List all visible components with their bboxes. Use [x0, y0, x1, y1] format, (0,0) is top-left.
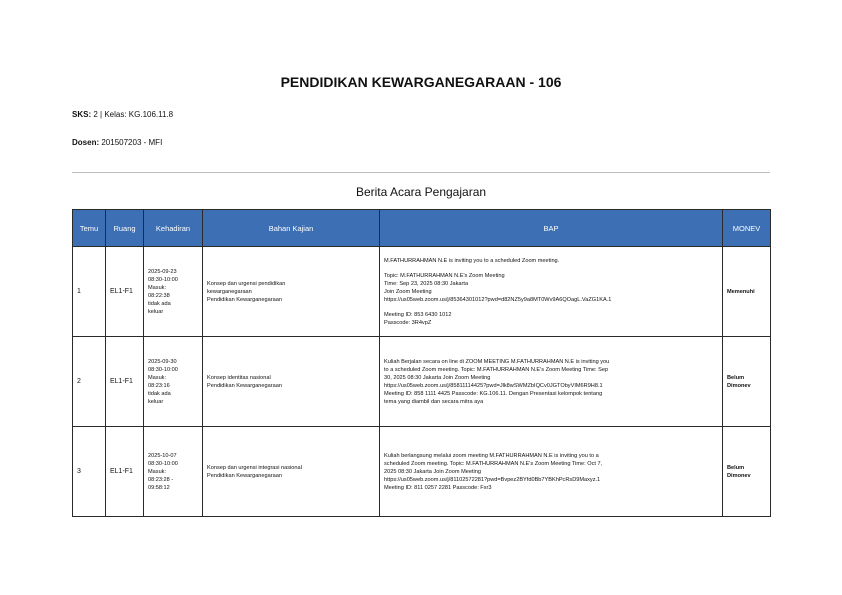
- table-row: [73, 337, 771, 427]
- bap-line: to a scheduled Zoom meeting. Topic: M.FATHURRAHMAN N.E's Zoom Meeting Time: Sep: [384, 366, 609, 373]
- bahan-kajian-line: Pendidikan Kewarganegaraan: [207, 382, 282, 389]
- dosen-line: [72, 138, 162, 147]
- ruang-cell: EL1-F1: [106, 427, 144, 517]
- bap-line: https://us05web.zoom.us/j/81102572281?pwd=Bvpez2BYfd0Bb7YBKhPcRsD9Maxyz.1: [384, 476, 601, 483]
- kehadiran-cell: [144, 337, 203, 427]
- sks-label: SKS:: [72, 110, 92, 119]
- bap-line: Passcode: 3R4vpZ: [384, 319, 432, 326]
- bap-line: Topic: M.FATHURRAHMAN N.E's Zoom Meeting: [384, 272, 505, 279]
- bap-line: Meeting ID: 853 6430 1012: [384, 311, 452, 318]
- col-header-bahan-kajian: Bahan Kajian: [203, 210, 380, 247]
- bahan-kajian-line: Pendidikan Kewarganegaraan: [207, 472, 282, 479]
- temu-cell: 1: [73, 247, 106, 337]
- monev-cell: [723, 427, 771, 517]
- bahan-kajian-line: Konsep dan urgensi pendidikan: [207, 280, 286, 287]
- kehadiran-line: 08:23:16: [148, 382, 170, 389]
- kehadiran-line: Masuk:: [148, 374, 167, 381]
- monev-cell: [723, 337, 771, 427]
- bap-cell: [380, 247, 723, 337]
- table-row: [73, 247, 771, 337]
- bap-line: https://us05web.zoom.us/j/85811114425?pwd=Jlk8wSWMZbIQCv0JGTObyVIM6R9H8.1: [384, 382, 603, 389]
- temu-cell: 3: [73, 427, 106, 517]
- kehadiran-line: 08:30-10:00: [148, 460, 178, 467]
- monev-line: Dimonev: [727, 382, 751, 389]
- monev-line: Memenuhi: [727, 288, 755, 295]
- kehadiran-line: 08:22:38: [148, 292, 170, 299]
- divider: [72, 172, 770, 173]
- bap-line: Meeting ID: 858 1111 4425 Passcode: KG.106.11. Dengan Presentasi kelompok tentang: [384, 390, 603, 397]
- bap-line: https://us05web.zoom.us/j/85364301012?pwd=d82NZ5y9a8MT0Wv9A6QOagL.VaZG1KA.1: [384, 296, 612, 303]
- bahan-kajian-line: Konsep identitas nasional: [207, 374, 271, 381]
- kehadiran-line: 2025-10-07: [148, 452, 177, 459]
- bap-line: tema yang diambil dan secara mitra aya: [384, 398, 484, 405]
- temu-cell: 2: [73, 337, 106, 427]
- col-header-temu: Temu: [73, 210, 106, 247]
- sks-kelas-line: [72, 110, 173, 119]
- bap-line: 2025 08:30 Jakarta Join Zoom Meeting: [384, 468, 482, 475]
- bap-line: scheduled Zoom meeting. Topic: M.FATHURRAHMAN N.E's Zoom Meeting Time: Oct 7,: [384, 460, 603, 467]
- bap-cell: [380, 337, 723, 427]
- bahan-kajian-cell: [203, 247, 380, 337]
- bap-cell: [380, 427, 723, 517]
- kehadiran-line: Masuk:: [148, 468, 167, 475]
- table-header-row: [73, 210, 771, 247]
- sks-kelas-value: 2 | Kelas: KG.106.11.8: [93, 110, 174, 119]
- kehadiran-line: 09:58:12: [148, 484, 170, 491]
- kehadiran-line: keluar: [148, 398, 164, 405]
- bap-line: Meeting ID: 811 0257 2281 Passcode: Fxr3: [384, 484, 492, 491]
- monev-line: Belum: [727, 374, 745, 381]
- kehadiran-line: 2025-09-30: [148, 358, 177, 365]
- col-header-monev: MONEV: [723, 210, 771, 247]
- bap-line: Join Zoom Meeting: [384, 288, 432, 295]
- kehadiran-line: 08:30-10:00: [148, 276, 178, 283]
- col-header-kehadiran: Kehadiran: [144, 210, 203, 247]
- kehadiran-line: Masuk:: [148, 284, 167, 291]
- bahan-kajian-line: Konsep dan urgensi integrasi nasional: [207, 464, 302, 471]
- kehadiran-cell: [144, 427, 203, 517]
- monev-cell: [723, 247, 771, 337]
- bahan-kajian-line: Pendidikan Kewarganegaraan: [207, 296, 282, 303]
- table-row: [73, 427, 771, 517]
- bap-table: [72, 209, 771, 517]
- kehadiran-line: tidak ada: [148, 390, 171, 397]
- bahan-kajian-cell: [203, 337, 380, 427]
- col-header-bap: BAP: [380, 210, 723, 247]
- kehadiran-line: 08:30-10:00: [148, 366, 178, 373]
- col-header-ruang: Ruang: [106, 210, 144, 247]
- ruang-cell: EL1-F1: [106, 247, 144, 337]
- bap-line: Kuliah berlangsung melalui zoom meeting M.FATHURRAHMAN N.E is inviting you to a: [384, 452, 599, 459]
- section-title: Berita Acara Pengajaran: [355, 185, 487, 199]
- bap-line: M.FATHURRAHMAN N.E is inviting you to a scheduled Zoom meeting.: [384, 257, 560, 264]
- monev-line: Dimonev: [727, 472, 751, 479]
- kehadiran-line: tidak ada: [148, 300, 171, 307]
- kehadiran-line: keluar: [148, 308, 164, 315]
- monev-line: Belum: [727, 464, 745, 471]
- bap-line: Kuliah Berjalan secara on line di ZOOM MEETING M.FATHURRAHMAN N.E is inviting you: [384, 358, 610, 365]
- bap-line: 30, 2025 08:30 Jakarta Join Zoom Meeting: [384, 374, 491, 381]
- bap-line: Time: Sep 23, 2025 08:30 Jakarta: [384, 280, 469, 287]
- ruang-cell: EL1-F1: [106, 337, 144, 427]
- bap-line: [384, 304, 718, 311]
- dosen-value: 201507203 - MFI: [101, 138, 163, 147]
- kehadiran-cell: [144, 247, 203, 337]
- bahan-kajian-cell: [203, 427, 380, 517]
- kehadiran-line: 08:23:28 -: [148, 476, 174, 483]
- bap-line: [384, 265, 718, 272]
- bahan-kajian-line: kewarganegaraan: [207, 288, 252, 295]
- dosen-label: Dosen:: [72, 138, 100, 147]
- kehadiran-line: 2025-09-23: [148, 268, 177, 275]
- page-title: PENDIDIKAN KEWARGANEGARAAN - 106: [280, 74, 562, 90]
